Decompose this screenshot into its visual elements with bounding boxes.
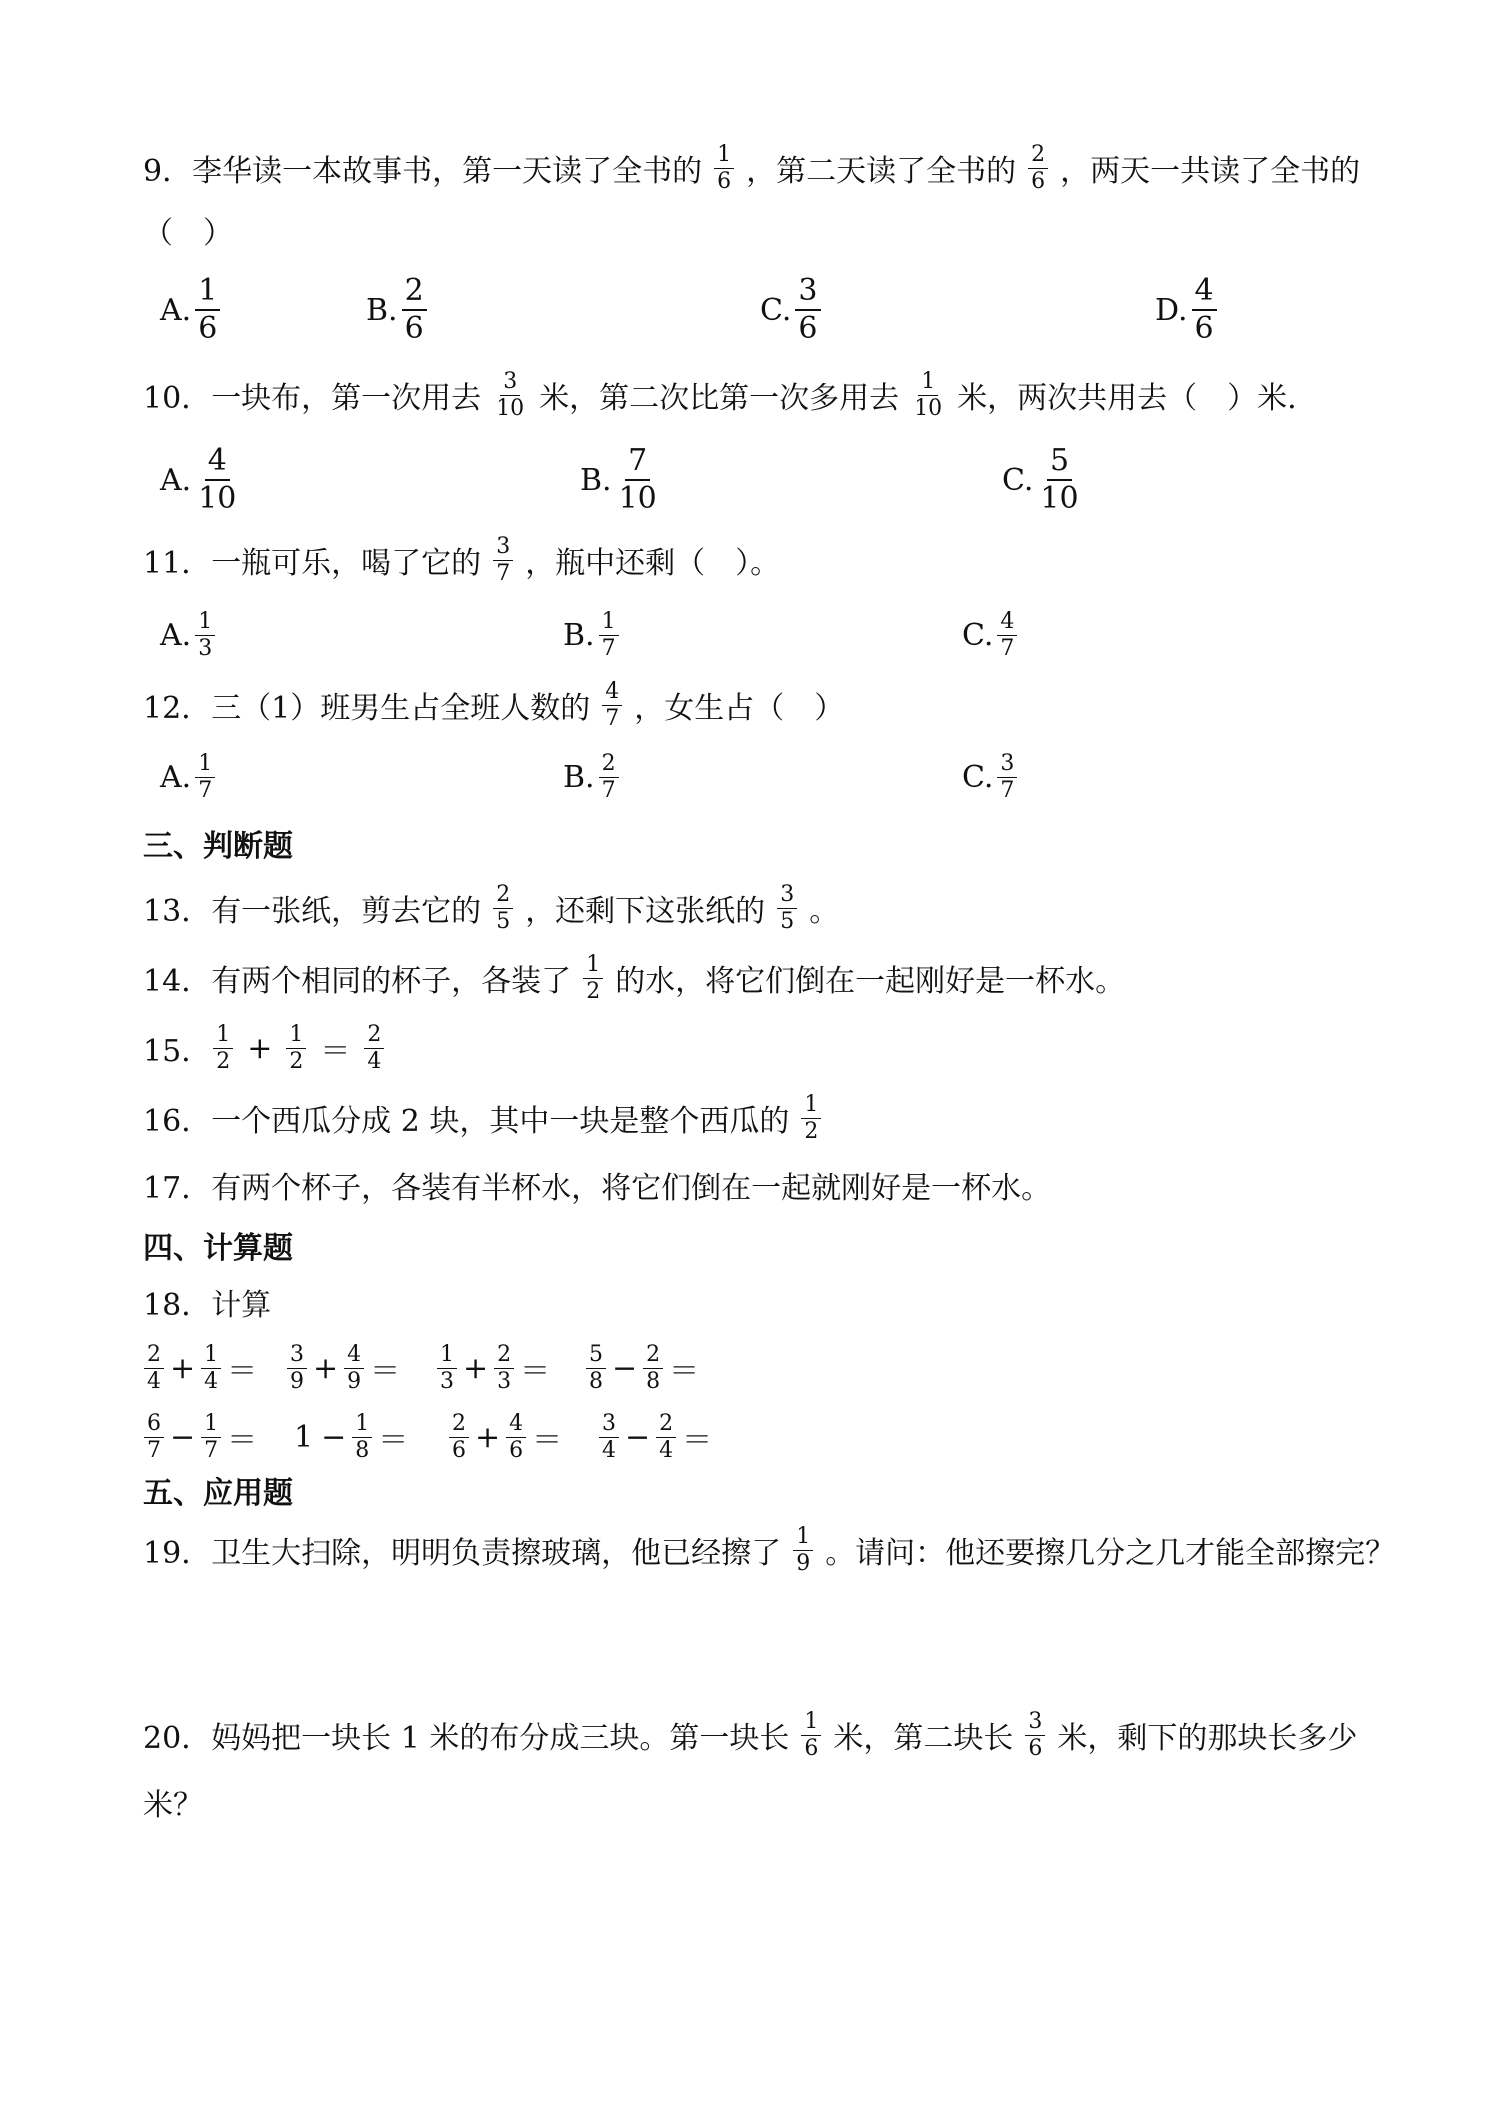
option-a — [160, 270, 224, 350]
numerator: 1 — [201, 1413, 221, 1438]
denominator: 6 — [404, 311, 424, 346]
denominator: 6 — [717, 168, 732, 194]
numerator: 1 — [195, 611, 215, 636]
denominator: 5 — [780, 908, 795, 934]
numerator: 2 — [144, 1344, 164, 1369]
numerator: 4 — [205, 446, 230, 481]
denominator: 4 — [147, 1368, 161, 1394]
question-number: 9． — [143, 154, 193, 189]
denominator: 10 — [914, 395, 943, 421]
denominator: 7 — [605, 705, 620, 731]
numerator: 2 — [493, 884, 513, 909]
option-label: B. — [563, 759, 595, 795]
question-12 — [0, 665, 1488, 745]
fraction — [801, 1091, 821, 1144]
fraction — [793, 1523, 813, 1576]
denominator: 7 — [204, 1437, 219, 1463]
denominator: 4 — [602, 1437, 616, 1463]
question-text: 米？ — [143, 1788, 203, 1823]
denominator: 6 — [198, 311, 218, 346]
numerator: 2 — [599, 753, 619, 778]
question-text: 卫生大扫除，明明负责擦玻璃，他已经擦了 — [211, 1536, 782, 1571]
denominator: 4 — [367, 1048, 382, 1074]
numerator: 6 — [144, 1413, 164, 1438]
numerator: 4 — [344, 1344, 364, 1369]
question-number-value: 16 — [143, 1104, 182, 1139]
option-label: C. — [1002, 462, 1034, 498]
denominator: 6 — [798, 311, 818, 346]
fraction — [795, 273, 820, 346]
fraction — [364, 1021, 384, 1074]
question-number-value: 17 — [143, 1171, 182, 1206]
option-label: A. — [160, 462, 192, 498]
equals-sign: ＝ — [532, 1423, 563, 1458]
numerator: 1 — [714, 144, 734, 169]
fraction — [201, 1341, 221, 1394]
numerator: 7 — [625, 446, 650, 481]
question-11 — [0, 520, 1488, 600]
option-label: A. — [160, 759, 192, 795]
calculation-item — [283, 1328, 402, 1408]
fraction — [287, 1341, 307, 1394]
question-text: 一块布，第一次用去 — [211, 381, 482, 416]
fraction — [286, 1021, 306, 1074]
question-number: 20． — [143, 1721, 212, 1756]
equals-sign: ＝ — [520, 1354, 551, 1389]
equals-sign: ＝ — [320, 1034, 351, 1069]
question-number-value: 13 — [143, 894, 182, 929]
numerator: 2 — [643, 1344, 663, 1369]
question-number-value: 19 — [143, 1536, 182, 1571]
fraction — [195, 750, 215, 803]
numerator: 2 — [449, 1413, 469, 1438]
numerator: 1 — [801, 1094, 821, 1119]
question-number: 16． — [143, 1104, 212, 1139]
question-number-value: 11 — [143, 546, 182, 581]
question-number-value: 14 — [143, 964, 182, 999]
numerator: 3 — [795, 276, 820, 311]
question-text: ，两天一共读了全书的 — [1060, 154, 1361, 189]
question-text: 有两个杯子，各装有半杯水，将它们倒在一起就刚好是一杯水。 — [211, 1171, 1052, 1206]
option-d — [1155, 270, 1221, 350]
fraction — [714, 141, 734, 194]
denominator: 9 — [347, 1368, 362, 1394]
fraction — [144, 1341, 164, 1394]
numerator: 1 — [286, 1024, 306, 1049]
question-text: 三（1）班男生占全班人数的 — [211, 691, 591, 726]
numerator: 4 — [997, 611, 1017, 636]
fraction — [911, 368, 945, 421]
denominator: 3 — [440, 1368, 454, 1394]
fraction — [616, 443, 660, 516]
question-number: 13． — [143, 894, 212, 929]
equals-sign: ＝ — [370, 1354, 401, 1389]
denominator: 6 — [452, 1437, 466, 1463]
fraction — [195, 608, 215, 661]
question-text: 米，剩下的那块长多少 — [1057, 1721, 1358, 1756]
denominator: 2 — [804, 1118, 819, 1144]
option-label: B. — [563, 617, 595, 653]
question-text: ，还剩下这张纸的 — [525, 894, 766, 929]
question-number: 19． — [143, 1536, 212, 1571]
denominator: 8 — [589, 1368, 603, 1394]
question-text: 的水，将它们倒在一起刚好是一杯水。 — [615, 964, 1126, 999]
question-number-value: 10 — [143, 381, 182, 416]
numerator: 2 — [494, 1344, 514, 1369]
question-10-options — [0, 440, 1488, 520]
denominator: 3 — [198, 635, 213, 661]
numerator: 1 — [352, 1413, 372, 1438]
denominator: 7 — [1000, 777, 1015, 803]
question-number: 17． — [143, 1171, 212, 1206]
equals-sign: ＝ — [378, 1423, 409, 1458]
equals-sign: ＝ — [682, 1423, 713, 1458]
denominator: 6 — [1194, 311, 1214, 346]
option-c — [760, 270, 825, 350]
option-a — [160, 595, 219, 675]
question-number-value: 15 — [143, 1034, 182, 1069]
numerator: 1 — [918, 371, 938, 396]
numerator: 3 — [500, 371, 520, 396]
numerator: 3 — [777, 884, 797, 909]
question-19 — [0, 1510, 1488, 1590]
question-9-options — [0, 270, 1488, 350]
fraction — [493, 881, 513, 934]
fraction — [1037, 443, 1081, 516]
option-label: D. — [1155, 292, 1188, 328]
numerator: 1 — [599, 611, 619, 636]
denominator: 10 — [496, 395, 525, 421]
section-title: 四、计算题 — [143, 1231, 293, 1266]
fraction — [602, 678, 622, 731]
denominator: 7 — [147, 1437, 161, 1463]
operator: − — [612, 1350, 638, 1386]
question-text: 计算 — [211, 1288, 272, 1323]
denominator: 2 — [216, 1048, 231, 1074]
denominator: 8 — [646, 1368, 661, 1394]
numerator: 2 — [402, 276, 427, 311]
operator: + — [313, 1350, 339, 1386]
fraction — [801, 1708, 821, 1761]
fraction — [1192, 273, 1217, 346]
fraction — [195, 443, 239, 516]
numerator: 3 — [287, 1344, 307, 1369]
option-label: C. — [760, 292, 792, 328]
denominator: 9 — [796, 1550, 811, 1576]
numerator: 2 — [364, 1024, 384, 1049]
denominator: 4 — [659, 1437, 674, 1463]
numerator: 3 — [1025, 1711, 1045, 1736]
operator: − — [625, 1419, 651, 1455]
question-text: 。请问：他还要擦几分之几才能全部擦完？ — [825, 1536, 1396, 1571]
question-number-value: 9 — [143, 154, 163, 189]
denominator: 10 — [198, 481, 237, 516]
fraction — [583, 951, 603, 1004]
fraction — [1028, 141, 1048, 194]
calculation-item — [140, 1328, 259, 1408]
numerator: 2 — [1028, 144, 1048, 169]
denominator: 6 — [804, 1735, 819, 1761]
denominator: 2 — [289, 1048, 304, 1074]
question-text: 米，第二块长 — [833, 1721, 1014, 1756]
question-text: 一瓶可乐，喝了它的 — [211, 546, 482, 581]
calculation-item — [433, 1328, 552, 1408]
question-11-options — [0, 595, 1488, 675]
question-text: ，女生占（ ） — [634, 691, 845, 726]
question-number: 12． — [143, 691, 212, 726]
fraction — [599, 750, 619, 803]
numerator: 5 — [586, 1344, 606, 1369]
option-a — [160, 440, 243, 520]
question-text: 李华读一本故事书，第一天读了全书的 — [192, 154, 703, 189]
denominator: 3 — [497, 1368, 512, 1394]
question-15 — [0, 1008, 1488, 1088]
denominator: 5 — [496, 908, 511, 934]
option-label: A. — [160, 292, 192, 328]
numerator: 1 — [583, 954, 603, 979]
option-c — [1002, 440, 1086, 520]
question-9-line-2 — [0, 190, 1488, 270]
numerator: 3 — [997, 753, 1017, 778]
denominator: 6 — [1031, 168, 1046, 194]
whole-number: 1 — [294, 1419, 314, 1455]
fraction — [643, 1341, 663, 1394]
equals-sign: ＝ — [669, 1354, 700, 1389]
question-number: 15． — [143, 1034, 212, 1069]
denominator: 7 — [601, 777, 616, 803]
fraction — [402, 273, 427, 346]
option-label: C. — [962, 759, 994, 795]
denominator: 7 — [198, 777, 213, 803]
numerator: 1 — [801, 1711, 821, 1736]
fraction — [344, 1341, 364, 1394]
option-label: A. — [160, 617, 192, 653]
denominator: 4 — [204, 1368, 219, 1394]
numerator: 5 — [1047, 446, 1072, 481]
denominator: 7 — [496, 560, 511, 586]
denominator: 7 — [601, 635, 616, 661]
section-title: 三、判断题 — [143, 829, 293, 864]
fraction — [777, 881, 797, 934]
denominator: 9 — [290, 1368, 304, 1394]
fraction — [213, 1021, 233, 1074]
denominator: 6 — [1028, 1735, 1043, 1761]
operator: + — [247, 1030, 273, 1066]
fraction — [493, 533, 513, 586]
question-text: 米，两次共用去（ ）米. — [957, 381, 1297, 416]
fraction — [1025, 1708, 1045, 1761]
question-13 — [0, 868, 1488, 948]
operator: − — [321, 1419, 347, 1455]
fraction — [997, 750, 1017, 803]
question-text: 。 — [809, 894, 840, 929]
operator: + — [475, 1419, 501, 1455]
question-number-value: 18 — [143, 1288, 182, 1323]
numerator: 1 — [195, 276, 220, 311]
fraction — [437, 1341, 457, 1394]
option-label: C. — [962, 617, 994, 653]
question-number: 11． — [143, 546, 212, 581]
numerator: 2 — [656, 1413, 676, 1438]
numerator: 3 — [493, 536, 513, 561]
fraction — [494, 1341, 514, 1394]
numerator: 4 — [602, 681, 622, 706]
answer-blank: （ ） — [143, 216, 233, 251]
question-text: ，瓶中还剩（ ）。 — [525, 546, 781, 581]
question-number: 14． — [143, 964, 212, 999]
question-number-value: 20 — [143, 1721, 182, 1756]
question-number-value: 12 — [143, 691, 182, 726]
question-text: 米，第二次比第一次多用去 — [539, 381, 900, 416]
option-b — [366, 270, 431, 350]
denominator: 10 — [1040, 481, 1079, 516]
denominator: 8 — [355, 1437, 370, 1463]
question-14 — [0, 938, 1488, 1018]
equals-sign: ＝ — [227, 1423, 258, 1458]
operator: + — [170, 1350, 196, 1386]
question-number: 18． — [143, 1288, 212, 1323]
fraction — [586, 1341, 606, 1394]
numerator: 3 — [599, 1413, 619, 1438]
fraction — [195, 273, 220, 346]
question-10 — [0, 355, 1488, 435]
numerator: 1 — [201, 1344, 221, 1369]
option-label: B. — [580, 462, 612, 498]
numerator: 4 — [506, 1413, 526, 1438]
denominator: 7 — [1000, 635, 1015, 661]
denominator: 10 — [618, 481, 657, 516]
numerator: 1 — [793, 1526, 813, 1551]
question-text: 妈妈把一块长 1 米的布分成三块。第一块长 — [211, 1721, 790, 1756]
question-number: 10． — [143, 381, 212, 416]
numerator: 1 — [213, 1024, 233, 1049]
fraction — [493, 368, 527, 421]
section-title: 五、应用题 — [143, 1476, 293, 1511]
fraction — [997, 608, 1017, 661]
question-text: ，第二天读了全书的 — [746, 154, 1017, 189]
question-text: 有两个相同的杯子，各装了 — [211, 964, 572, 999]
numerator: 4 — [1192, 276, 1217, 311]
denominator: 6 — [509, 1437, 524, 1463]
question-text: 有一张纸，剪去它的 — [211, 894, 482, 929]
calculation-item — [582, 1328, 701, 1408]
operator: + — [463, 1350, 489, 1386]
denominator: 2 — [586, 978, 601, 1004]
fraction — [599, 608, 619, 661]
option-b — [580, 440, 664, 520]
question-text: 一个西瓜分成 2 块，其中一块是整个西瓜的 — [211, 1104, 790, 1139]
numerator: 1 — [437, 1344, 457, 1369]
option-label: B. — [366, 292, 398, 328]
calculation-row-1 — [0, 1328, 1488, 1408]
numerator: 1 — [195, 753, 215, 778]
option-b — [563, 595, 623, 675]
equals-sign: ＝ — [227, 1354, 258, 1389]
operator: − — [170, 1419, 196, 1455]
question-20-line-2 — [0, 1762, 1488, 1842]
option-c — [962, 595, 1021, 675]
